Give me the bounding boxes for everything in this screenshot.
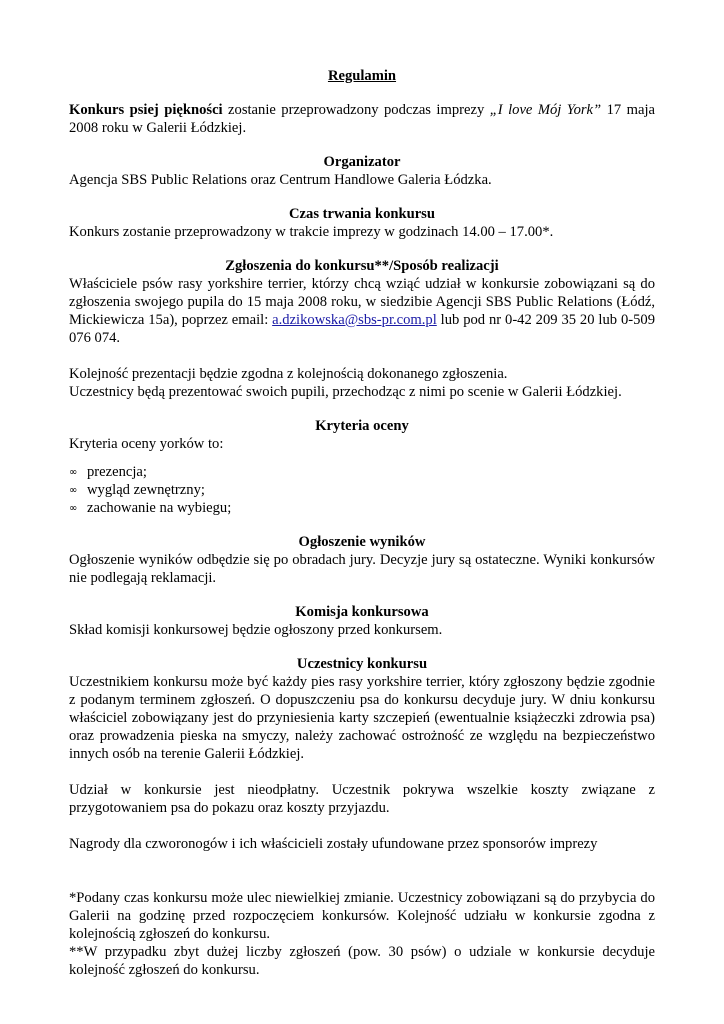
participants-fee-text: Udział w konkursie jest nieodpłatny. Uczestnik pokrywa wszelkie koszty związane z przygotowaniem psa do pokazu oraz koszty przyjazdu. — [69, 782, 655, 816]
intro-event-name: „I love Mój York” — [489, 102, 602, 118]
registration-order-line-2: Uczestnicy będą prezentować swoich pupili, przechodząc z nimi po scenie w Galerii Łódzkiej. — [69, 384, 622, 400]
jury-heading: Komisja konkursowa — [295, 604, 429, 620]
footnote-1: *Podany czas konkursu może ulec niewielkiej zmianie. Uczestnicy zobowiązani są do przybycia do Galerii na godzinę przed rozpoczęciem konkursów. Kolejność udziału w konkursie zgodna z kolejnością zgłoszeń do konkursu. — [69, 890, 655, 942]
registration-text-before-email: Właściciele psów rasy yorkshire terrier, którzy chcą wziąć udział w konkursie zobowiązani są do zgłoszenia swojego pupila do 15 maja 2008 roku, w siedzibie Agencji SBS Public Relations (Łódź, Mickiewicza 15a), poprzez email: — [69, 276, 655, 328]
criteria-heading: Kryteria oceny — [315, 418, 409, 434]
intro-bold-lead: Konkurs psiej piękności — [69, 102, 223, 118]
criteria-intro: Kryteria oceny yorków to: — [69, 436, 224, 452]
infinity-bullet-icon: ∞ — [69, 503, 78, 514]
registration-email-link[interactable]: a.dzikowska@sbs-pr.com.pl — [272, 312, 437, 328]
registration-text-after-email: lub pod nr 0-42 209 35 20 lub 0-509 076 074. — [69, 312, 655, 346]
duration-text: Konkurs zostanie przeprowadzony w trakcie imprezy w godzinach 14.00 – 17.00*. — [69, 224, 554, 240]
participants-prizes-text: Nagrody dla czworonogów i ich właścicieli zostały ufundowane przez sponsorów imprezy — [69, 836, 598, 852]
participants-heading: Uczestnicy konkursu — [296, 656, 428, 672]
intro-text-before-event: zostanie przeprowadzony podczas imprezy — [222, 102, 490, 118]
criteria-list-item — [69, 463, 655, 481]
registration-heading: Zgłoszenia do konkursu**/Sposób realizacji — [225, 258, 499, 274]
organizer-text: Agencja SBS Public Relations oraz Centrum Handlowe Galeria Łódzka. — [69, 172, 492, 188]
results-text: Ogłoszenie wyników odbędzie się po obradach jury. Decyzje jury są ostateczne. Wyniki konkursów nie podlegają reklamacji. — [69, 552, 655, 586]
registration-order-line-1: Kolejność prezentacji będzie zgodna z kolejnością dokonanego zgłoszenia. — [69, 366, 508, 382]
footnote-2: **W przypadku zbyt dużej liczby zgłoszeń (pow. 30 psów) o udziale w konkursie decyduje kolejność zgłoszeń do konkursu. — [69, 944, 655, 978]
registration-paragraph — [69, 275, 655, 347]
criteria-item-label: prezencja; — [87, 464, 147, 480]
criteria-item-label: wygląd zewnętrzny; — [87, 482, 205, 498]
infinity-bullet-icon: ∞ — [69, 485, 78, 496]
criteria-item-label: zachowanie na wybiegu; — [87, 500, 232, 516]
participants-text: Uczestnikiem konkursu może być każdy pies rasy yorkshire terrier, który zgłoszony będzie zgodnie z podanym terminem zgłoszeń. O dopuszczeniu psa do konkursu decyduje jury. W dniu konkursu właściciel zobowiązany jest do przyniesienia karty szczepień (ewentualnie książeczki zdrowia psa) oraz prowadzenia pieska na smyczy, należy zachować ostrożność ze względu na bezpieczeństwo innych osób na terenie Galerii Łódzkiej. — [69, 674, 655, 762]
intro-paragraph — [69, 101, 655, 137]
criteria-list — [69, 463, 655, 517]
document-title: Regulamin — [327, 68, 397, 84]
organizer-heading: Organizator — [323, 154, 401, 170]
criteria-list-item — [69, 499, 655, 517]
infinity-bullet-icon: ∞ — [69, 467, 78, 478]
document-page — [69, 67, 655, 979]
jury-text: Skład komisji konkursowej będzie ogłoszony przed konkursem. — [69, 622, 443, 638]
duration-heading: Czas trwania konkursu — [289, 206, 435, 222]
results-heading: Ogłoszenie wyników — [298, 534, 426, 550]
intro-text-after-event: 17 maja 2008 roku w Galerii Łódzkiej. — [69, 102, 655, 136]
criteria-list-item — [69, 481, 655, 499]
